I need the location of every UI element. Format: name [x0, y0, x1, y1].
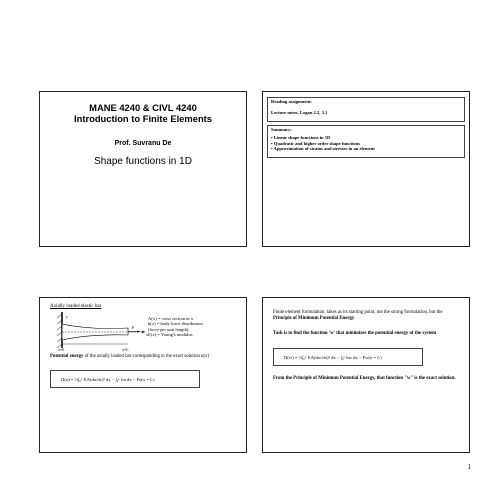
summary-box — [267, 125, 465, 158]
formula-text: Π(w) = ½∫₀ᴸ EA(dw/dx)² dx − ∫₀ᴸ bw dx − Fw(x = L) — [284, 354, 382, 360]
lecture-topic: Shape functions in 1D — [94, 156, 192, 167]
potential-energy-text — [50, 354, 235, 360]
def-area: A(x) = cross section at x — [148, 316, 194, 321]
slide-title — [39, 91, 247, 247]
course-code: MANE 4240 & CIVL 4240 — [89, 102, 197, 113]
label-y: y — [66, 314, 68, 319]
slide-reading — [262, 91, 470, 247]
figure-title: Axially loaded elastic bar — [50, 304, 102, 309]
intro-text: Finite element formulation, takes as its starting point, not the strong formulation, but the — [273, 310, 443, 315]
reading-heading: Reading assignment: — [271, 99, 312, 104]
course-name: Introduction to Finite Elements — [73, 113, 213, 124]
task-paragraph: Task is to find the function 'w' that minimizes the potential energy of the system — [273, 331, 437, 336]
bar-diagram — [50, 310, 150, 352]
slide-bar — [39, 297, 247, 453]
pe-bold: Potential energy — [50, 354, 84, 359]
page-number: 1 — [467, 463, 471, 471]
label-xl: x=L — [122, 347, 129, 352]
formula-text: Π(u) = ½∫₀ᴸ EA(du/dx)² dx − ∫₀ᴸ bu dx − Fu(x = L) — [61, 376, 155, 382]
intro-paragraph — [273, 310, 458, 322]
course-title — [40, 102, 246, 124]
label-f: F — [132, 325, 135, 330]
professor-name: Prof. Suvranu De — [114, 140, 172, 147]
slide-fe-formulation — [262, 297, 470, 453]
force-arrowhead — [137, 331, 140, 333]
reading-box — [267, 97, 465, 122]
label-x0: x=0 — [58, 347, 65, 352]
definitions — [148, 316, 203, 338]
intro-end: . — [354, 315, 356, 321]
trial-energy-formula — [273, 348, 423, 366]
def-body-force: b(x) = body force distribution — [148, 321, 203, 327]
conclusion-paragraph: From the Principle of Minimum Potential Energy, that function "w" is the exact solution. — [273, 376, 456, 381]
summary-list — [271, 135, 461, 152]
reading-reference: Lecture notes, Logan 2.2, 3.1 — [271, 109, 328, 115]
def-modulus: E(x) = Young's modulus — [148, 332, 193, 338]
summary-item: • Linear shape functions in 1D — [271, 135, 461, 141]
potential-energy-formula — [50, 370, 200, 388]
pe-text: of the axially loaded bar corresponding to the exact solution u(x) — [83, 354, 210, 359]
def-body-force-unit: (force per unit length) — [148, 326, 189, 332]
label-x: x — [146, 332, 148, 337]
summary-item: • Approximation of strains and stresses in an element — [271, 146, 461, 152]
x-axis-arrow — [142, 331, 145, 333]
summary-item: • Quadratic and higher order shape functions — [271, 141, 461, 147]
intro-bold: Principle of Minimum Potential Energy — [273, 315, 355, 321]
summary-heading: Summary: — [271, 127, 292, 132]
